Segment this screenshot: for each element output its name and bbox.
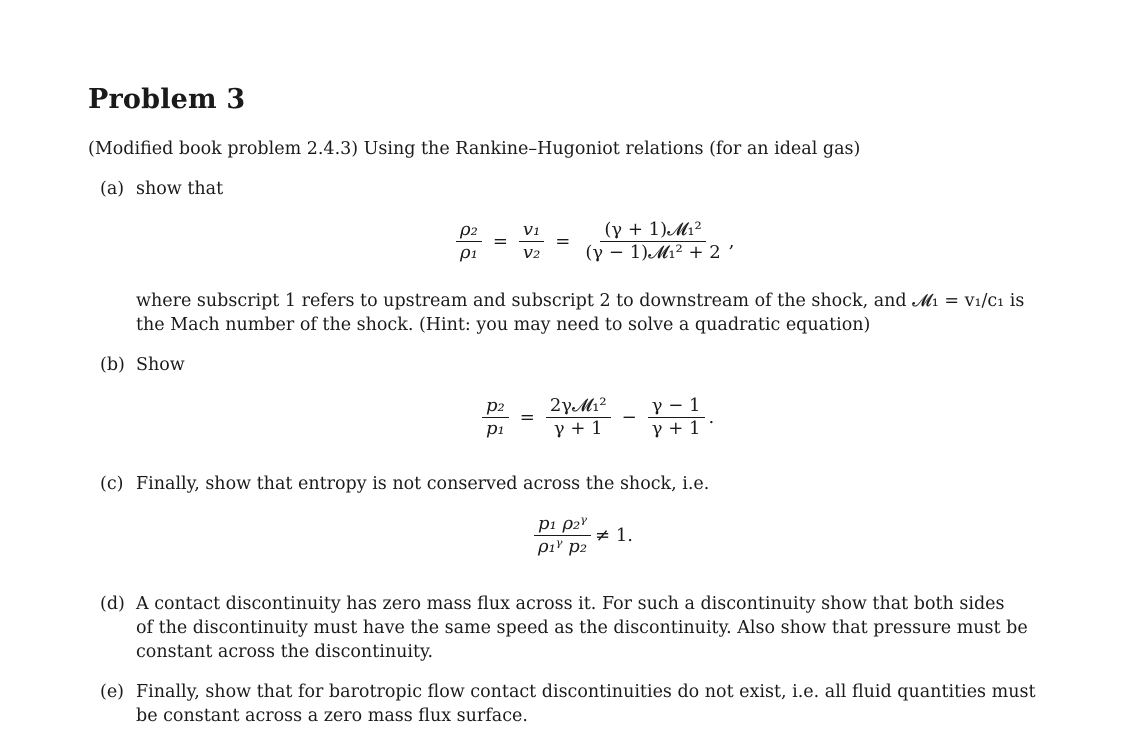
eq-b-p2: p₂ [482, 396, 509, 418]
equals-sign: = [519, 407, 535, 428]
part-b-text: Show [136, 355, 185, 375]
equation-a [452, 220, 734, 263]
part-d-label: (d) [100, 594, 125, 614]
part-e-line2: be constant across a zero mass flux surface. [136, 706, 528, 726]
part-a-text: show that [136, 179, 224, 199]
frac-rho [456, 220, 482, 263]
eq-a-comma: , [728, 231, 735, 252]
eq-b-num2: γ − 1 [648, 396, 705, 418]
part-d-line2: of the discontinuity must have the same speed as the discontinuity. Also show that pressure must be [136, 618, 1028, 638]
eq-a-v1: v₁ [519, 220, 544, 242]
frac-term2 [648, 396, 705, 439]
eq-a-num: (γ + 1)𝓜₁² [600, 220, 705, 242]
eq-c-rhs: ≠ 1. [595, 525, 634, 546]
frac-v [519, 220, 544, 263]
part-c-text: Finally, show that entropy is not conserved across the shock, i.e. [136, 474, 710, 494]
eq-b-den2: γ + 1 [651, 418, 701, 439]
frac-pressure [482, 396, 509, 439]
eq-c-num: p₁ ρ₂ᵞ [534, 514, 591, 536]
part-d-line3: constant across the discontinuity. [136, 642, 434, 662]
problem-title: Problem 3 [88, 84, 246, 115]
equals-sign: = [492, 231, 508, 252]
part-d-line1: A contact discontinuity has zero mass flux across it. For such a discontinuity show that both sides [136, 594, 1005, 614]
equals-sign: = [555, 231, 571, 252]
eq-a-v2: v₂ [522, 242, 541, 263]
frac-term1 [546, 396, 611, 439]
eq-b-den1: γ + 1 [553, 418, 603, 439]
part-a-where-line2: the Mach number of the shock. (Hint: you may need to solve a quadratic equation) [136, 315, 871, 335]
part-e-line1: Finally, show that for barotropic flow contact discontinuities do not exist, i.e. all fluid quantities must [136, 682, 1036, 702]
part-a-where-line1: where subscript 1 refers to upstream and subscript 2 to downstream of the shock, and 𝓜₁ = v₁/c₁ is [136, 291, 1025, 311]
part-b-label: (b) [100, 355, 125, 375]
minus-sign: − [621, 407, 637, 428]
eq-a-rho2: ρ₂ [456, 220, 482, 242]
part-e-label: (e) [100, 682, 125, 702]
equation-c [530, 514, 633, 557]
eq-a-den: (γ − 1)𝓜₁² + 2 [585, 242, 721, 263]
eq-b-period: . [708, 407, 715, 428]
eq-b-p1: p₁ [486, 418, 505, 439]
eq-b-num1: 2γ𝓜₁² [546, 396, 611, 418]
intro-text: (Modified book problem 2.4.3) Using the Rankine–Hugoniot relations (for an ideal gas) [88, 139, 861, 159]
part-a-label: (a) [100, 179, 125, 199]
frac-mach [581, 220, 724, 263]
eq-a-rho1: ρ₁ [460, 242, 478, 263]
part-c-label: (c) [100, 474, 124, 494]
frac-entropy [534, 514, 591, 557]
equation-b [478, 396, 714, 439]
eq-c-den: ρ₁ᵞ p₂ [538, 536, 588, 557]
